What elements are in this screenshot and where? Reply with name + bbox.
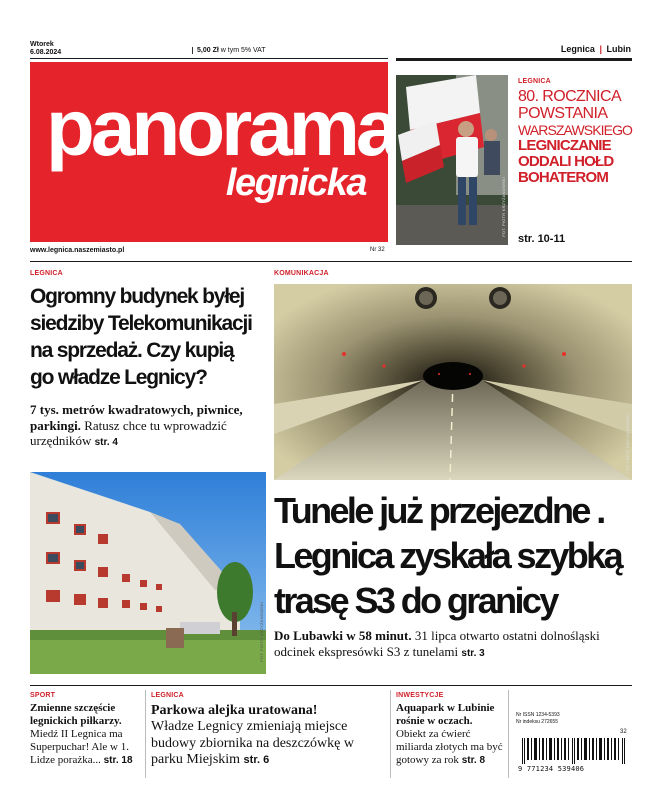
left-lead-text: Ratusz chce tu wprowadzić urzędników [30,417,227,448]
aquapark-text [396,728,504,767]
teaser-line-2: POWSTANIA [518,105,608,123]
main-headline-line-2: Legnica zyskała szybką [274,535,622,576]
masthead-title: panorama [46,83,397,172]
teaser-page-ref[interactable]: str. 10-11 [518,233,566,245]
bottom-rule [30,685,632,686]
teaser-line-5: ODDALI HOŁD [518,152,614,170]
main-page-ref[interactable]: str. 3 [461,648,485,659]
website: www.legnica.naszemiasto.pl [30,247,125,254]
teaser-headline [518,88,636,186]
left-story-photo [30,472,266,674]
masthead-subtitle: legnicka [225,162,366,204]
header-rule-right [396,58,632,61]
issue-date: 6.08.2024 [30,49,62,56]
header-rule [30,58,388,59]
left-headline-line-1: Ogromny budynek byłej [30,285,245,308]
main-story-photo [274,284,632,480]
edition-lubin: Lubin [606,44,631,54]
issue-number: Nr 32 [370,247,385,253]
left-headline-line-4: go władze Legnicy? [30,366,207,389]
section-rule [30,261,632,262]
main-headline-line-1: Tunele już przejezdne . [274,490,604,531]
left-story-section: LEGNICA [30,270,63,277]
teaser-line-3: WARSZAWSKIEGO [518,121,633,138]
masthead [30,62,397,242]
bottom-story-park[interactable] [151,692,387,769]
left-story-headline[interactable] [30,283,268,391]
teaser-photo [396,75,508,245]
index-text: Nr indeksu 272655 [516,719,558,725]
sport-title: Zmienne szczęście legnickich piłkarzy. [30,702,122,727]
main-lead-text: 31 lipca otwarto ostatni dolnośląski odcinek ekspresówki S3 z tunelami [274,628,600,659]
price-box [192,47,266,54]
barcode-issue: 32 [620,729,627,735]
sport-text [30,728,142,767]
left-photo-credit: FOT. PIOTR KRZYŻANOWSKI [259,602,264,662]
issue-day: Wtorek [30,41,54,48]
main-lead-bold: Do Lubawki w 58 minut. [274,628,412,643]
sport-section: SPORT [30,692,56,699]
edition-legnica: Legnica [560,44,595,54]
building-photo [30,472,266,674]
barcode [520,738,628,764]
park-text [151,719,387,769]
park-body: Władze Legnicy zmieniają miejsce budowy zbiornika na deszczówkę w parku Miejskim [151,719,354,767]
edition-divider: | [599,44,602,54]
price: 5,00 Zł [197,47,219,54]
park-section: LEGNICA [151,692,184,699]
left-story-lead [30,402,262,451]
left-headline-line-2: siedziby Telekomunikacji [30,312,252,335]
bottom-story-aquapark[interactable] [396,692,504,767]
teaser-line-4: LEGNICZANIE [518,136,611,154]
main-headline-line-3: trasę S3 do granicy [274,580,557,621]
sport-page-ref[interactable]: str. 18 [103,755,133,766]
bottom-divider-3 [508,690,509,778]
flag-photo [396,75,508,245]
left-lead-bold: 7 tys. metrów kwadratowych, piwnice, parkingi. [30,402,243,433]
aquapark-page-ref[interactable]: str. 8 [461,755,486,766]
barcode-bars [520,738,628,764]
teaser-line-1: 80. ROCZNICA [518,88,622,105]
main-story-headline[interactable] [274,488,632,623]
aquapark-section: INWESTYCJE [396,692,444,699]
tunnel-photo [274,284,632,480]
issn-text: Nr ISSN 1234-5393 [516,712,560,718]
sport-body: Miedź II Legnica ma Superpuchar! Ale w 1. Lidze porażka... [30,728,129,766]
teaser-photo-credit: FOT. PIOTR KRZYŻANOWSKI [501,177,506,237]
teaser-line-6: BOHATEROM [518,169,609,187]
teaser-section: LEGNICA [518,78,551,85]
barcode-digits: 9 771234 539406 [518,765,585,773]
park-title: Parkowa alejka uratowana! [151,703,318,718]
bottom-story-sport[interactable] [30,692,142,767]
bottom-divider-2 [390,690,391,778]
left-headline-line-3: na sprzedaż. Czy kupią [30,339,234,362]
bottom-divider-1 [145,690,146,778]
main-story-lead [274,628,636,662]
main-photo-credit: FOT. PIOTR KRZYŻANOWSKI [625,414,630,474]
aquapark-body: Obiekt za ćwierć miliarda złotych ma być gotowy za rok [396,728,503,766]
left-page-ref[interactable]: str. 4 [94,437,118,448]
park-page-ref[interactable]: str. 6 [243,754,270,766]
aquapark-title: Aquapark w Lubinie rośnie w oczach. [396,702,495,727]
main-story-section: KOMUNIKACJA [274,270,329,277]
edition-label [561,44,631,54]
vat-note: w tym 5% VAT [220,47,266,54]
